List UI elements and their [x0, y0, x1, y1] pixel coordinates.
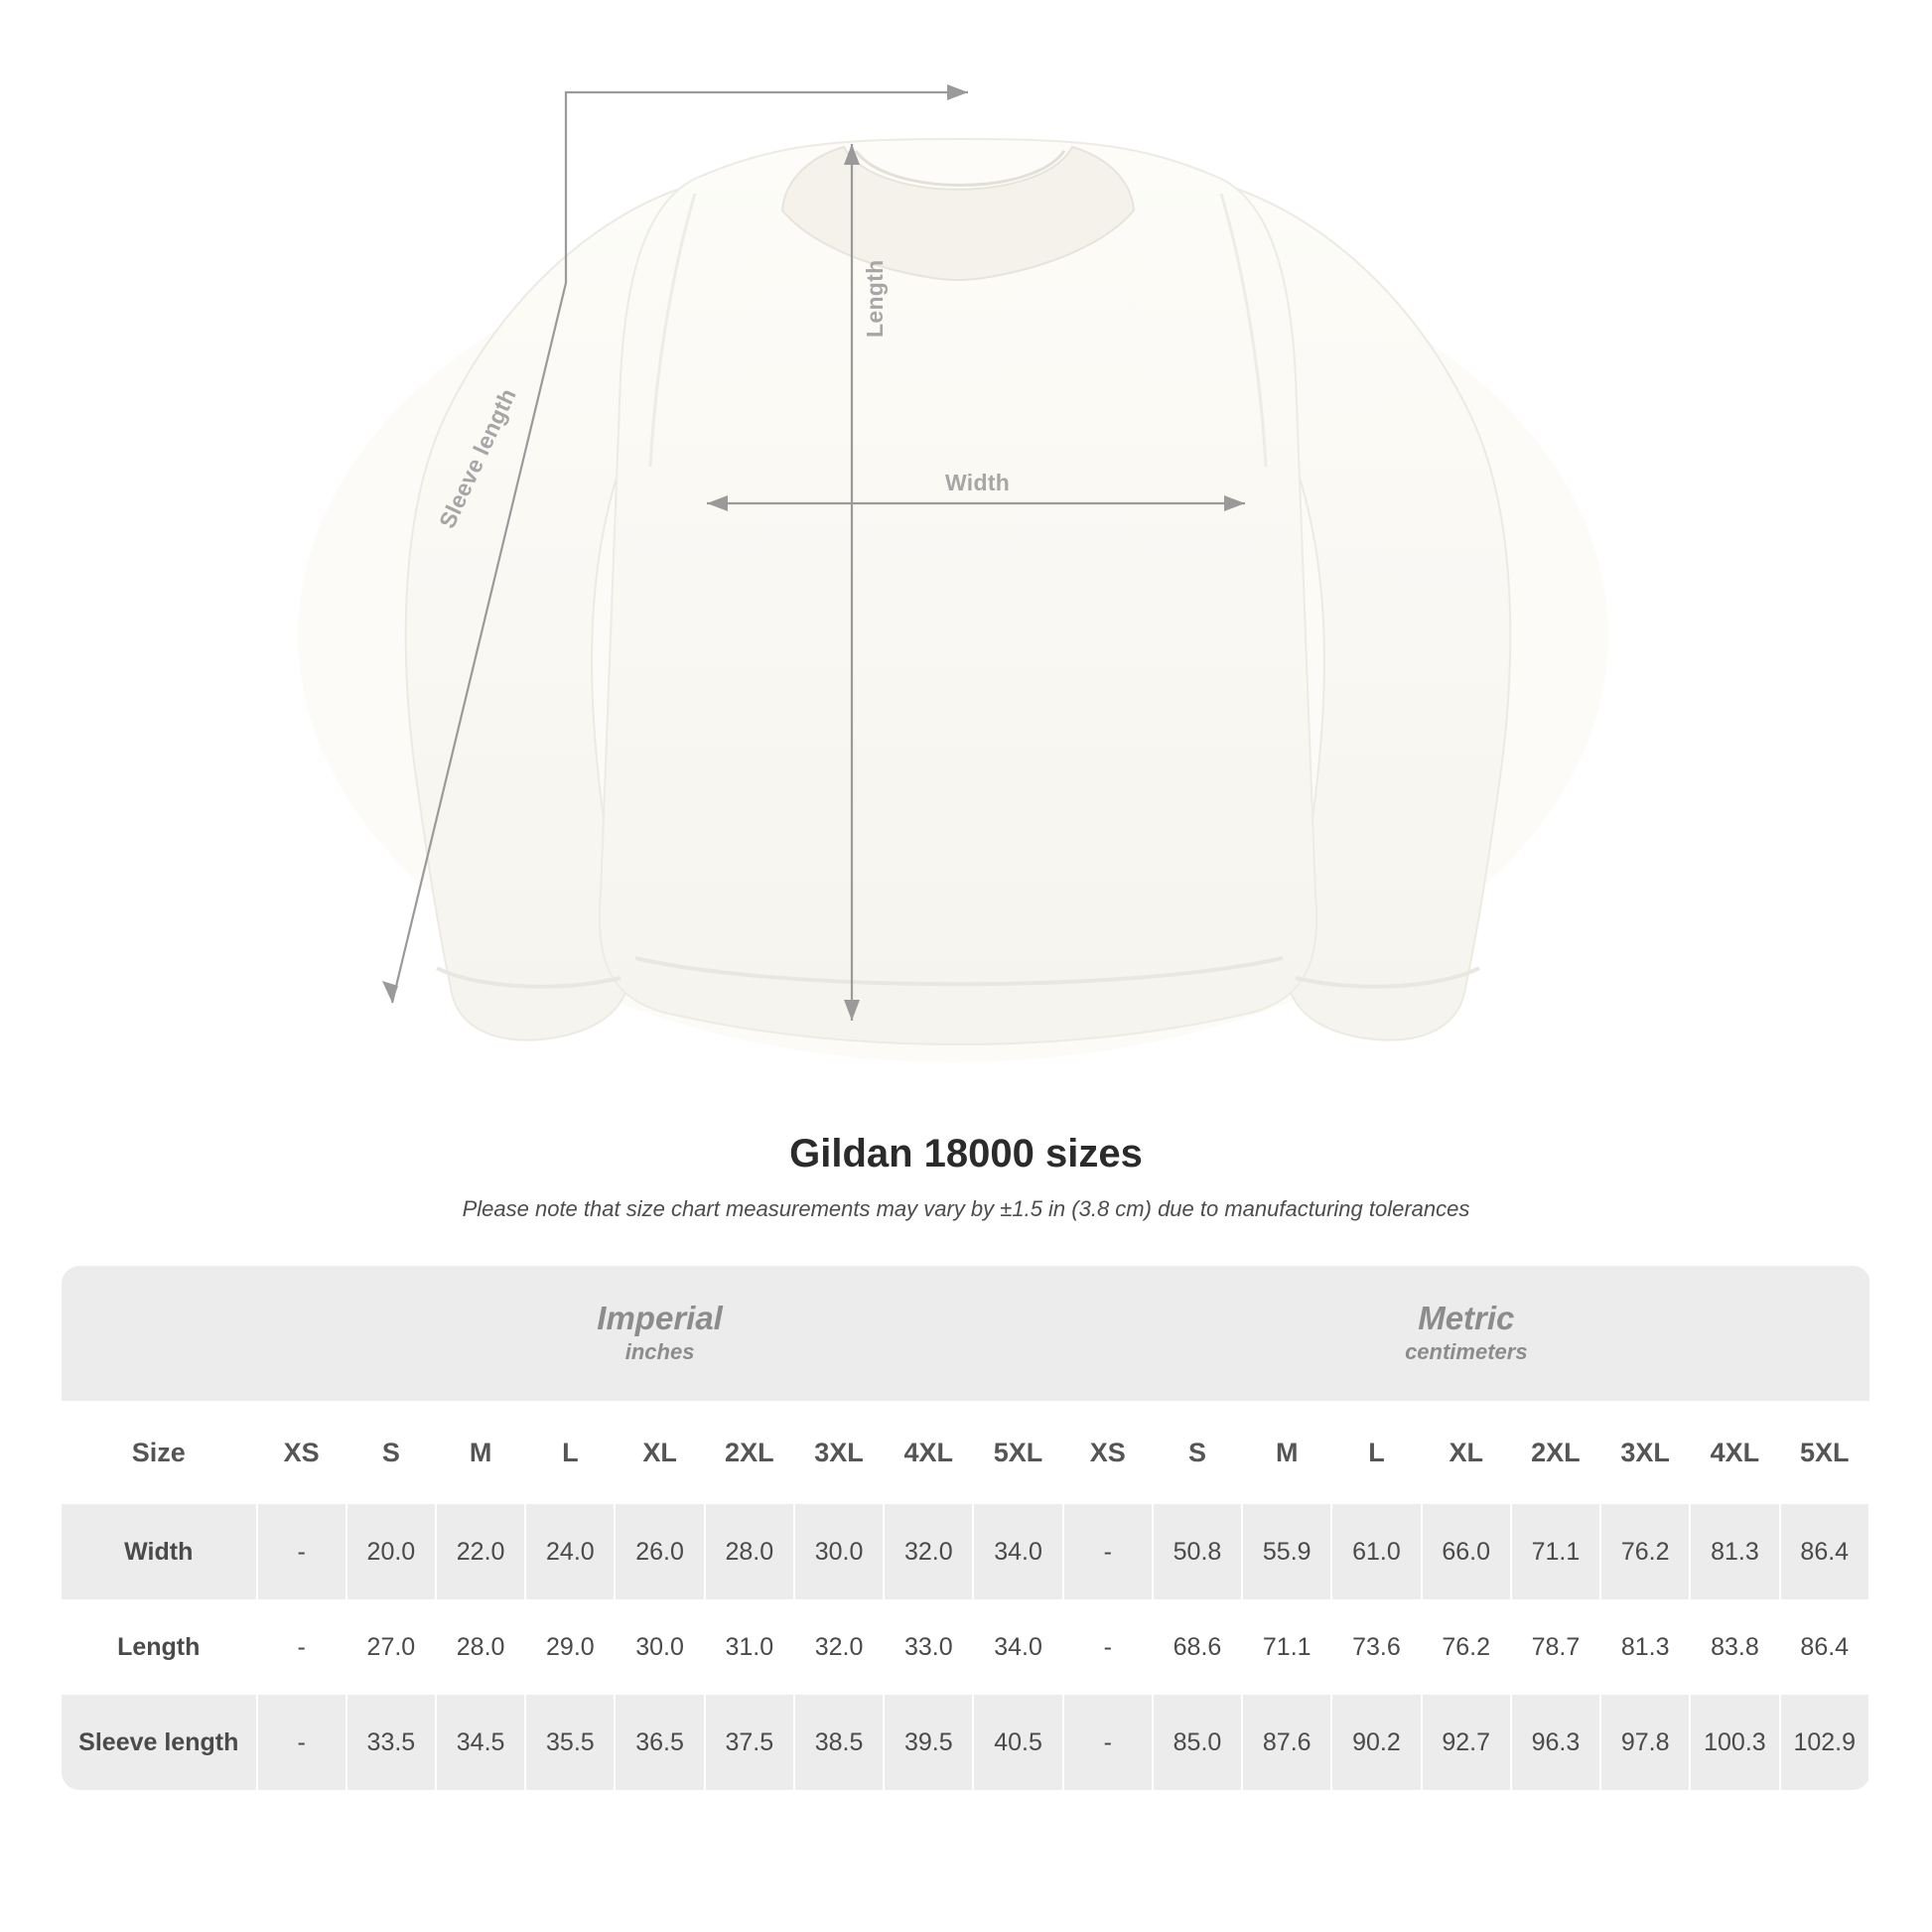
table-cell: 40.5	[973, 1695, 1062, 1790]
table-cell: 92.7	[1422, 1695, 1511, 1790]
sleeve-length-dimension-label: Sleeve length	[434, 384, 521, 532]
table-cell: 27.0	[346, 1599, 436, 1695]
table-cell: 32.0	[884, 1504, 973, 1599]
table-cell: 90.2	[1331, 1695, 1421, 1790]
table-cell: -	[1063, 1504, 1153, 1599]
table-row	[62, 1695, 1869, 1790]
table-cell: -	[257, 1599, 346, 1695]
table-cell: 34.0	[973, 1599, 1062, 1695]
table-cell: 86.4	[1780, 1599, 1869, 1695]
table-cell: 31.0	[705, 1599, 794, 1695]
table-cell: 50.8	[1153, 1504, 1242, 1599]
column-header: 3XL	[1600, 1401, 1690, 1504]
table-cell: 39.5	[884, 1695, 973, 1790]
table-cell: 20.0	[346, 1504, 436, 1599]
unit-header-row	[62, 1266, 1869, 1401]
metric-group-header	[1063, 1266, 1869, 1401]
table-cell: 32.0	[794, 1599, 884, 1695]
row-label: Length	[62, 1599, 257, 1695]
column-header: XS	[257, 1401, 346, 1504]
row-label: Sleeve length	[62, 1695, 257, 1790]
table-cell: 76.2	[1600, 1504, 1690, 1599]
metric-sublabel: centimeters	[1405, 1338, 1528, 1364]
table-cell: 33.5	[346, 1695, 436, 1790]
table-cell: -	[1063, 1599, 1153, 1695]
size-table	[62, 1266, 1870, 1790]
table-cell: 83.8	[1690, 1599, 1779, 1695]
imperial-sublabel: inches	[624, 1338, 695, 1364]
column-header: 5XL	[1780, 1401, 1869, 1504]
table-cell: 33.0	[884, 1599, 973, 1695]
table-cell: 28.0	[436, 1599, 525, 1695]
column-header: L	[525, 1401, 615, 1504]
table-cell: 71.1	[1511, 1504, 1600, 1599]
column-header: 3XL	[794, 1401, 884, 1504]
table-cell: -	[257, 1695, 346, 1790]
table-cell: 34.5	[436, 1695, 525, 1790]
row-label: Width	[62, 1504, 257, 1599]
table-cell: 35.5	[525, 1695, 615, 1790]
column-header: XS	[1063, 1401, 1153, 1504]
imperial-group-header	[257, 1266, 1063, 1401]
table-cell: 28.0	[705, 1504, 794, 1599]
column-header: S	[1153, 1401, 1242, 1504]
table-cell: 37.5	[705, 1695, 794, 1790]
table-cell: 68.6	[1153, 1599, 1242, 1695]
unit-spacer-cell	[62, 1266, 257, 1401]
size-table-wrapper	[62, 1266, 1870, 1790]
table-cell: -	[257, 1504, 346, 1599]
table-cell: 26.0	[615, 1504, 704, 1599]
table-cell: 96.3	[1511, 1695, 1600, 1790]
title-block	[0, 1132, 1932, 1222]
table-cell: -	[1063, 1695, 1153, 1790]
table-cell: 102.9	[1780, 1695, 1869, 1790]
column-header: 4XL	[1690, 1401, 1779, 1504]
table-cell: 86.4	[1780, 1504, 1869, 1599]
column-header: L	[1331, 1401, 1421, 1504]
tolerance-note: Please note that size chart measurements may vary by ±1.5 in (3.8 cm) due to manufacturing tolerances	[462, 1196, 1470, 1221]
table-cell: 85.0	[1153, 1695, 1242, 1790]
table-cell: 87.6	[1242, 1695, 1331, 1790]
table-cell: 34.0	[973, 1504, 1062, 1599]
column-header: 4XL	[884, 1401, 973, 1504]
column-header: 5XL	[973, 1401, 1062, 1504]
table-row	[62, 1599, 1869, 1695]
size-column-header: Size	[62, 1401, 257, 1504]
table-cell: 97.8	[1600, 1695, 1690, 1790]
imperial-label: Imperial	[597, 1299, 723, 1336]
table-cell: 30.0	[615, 1599, 704, 1695]
metric-label: Metric	[1418, 1299, 1515, 1336]
page-title: Gildan 18000 sizes	[789, 1132, 1143, 1175]
table-cell: 30.0	[794, 1504, 884, 1599]
column-header: XL	[1422, 1401, 1511, 1504]
column-header: M	[1242, 1401, 1331, 1504]
table-cell: 73.6	[1331, 1599, 1421, 1695]
size-header-row	[62, 1401, 1869, 1504]
column-header: 2XL	[1511, 1401, 1600, 1504]
width-dimension-label: Width	[945, 470, 1011, 495]
table-cell: 81.3	[1600, 1599, 1690, 1695]
table-cell: 38.5	[794, 1695, 884, 1790]
table-cell: 66.0	[1422, 1504, 1511, 1599]
table-cell: 36.5	[615, 1695, 704, 1790]
table-cell: 29.0	[525, 1599, 615, 1695]
column-header: M	[436, 1401, 525, 1504]
table-cell: 71.1	[1242, 1599, 1331, 1695]
table-cell: 78.7	[1511, 1599, 1600, 1695]
table-cell: 22.0	[436, 1504, 525, 1599]
column-header: S	[346, 1401, 436, 1504]
length-dimension-label: Length	[862, 259, 888, 338]
table-cell: 24.0	[525, 1504, 615, 1599]
table-row	[62, 1504, 1869, 1599]
table-cell: 76.2	[1422, 1599, 1511, 1695]
table-cell: 55.9	[1242, 1504, 1331, 1599]
table-cell: 100.3	[1690, 1695, 1779, 1790]
table-cell: 61.0	[1331, 1504, 1421, 1599]
column-header: 2XL	[705, 1401, 794, 1504]
column-header: XL	[615, 1401, 704, 1504]
table-cell: 81.3	[1690, 1504, 1779, 1599]
